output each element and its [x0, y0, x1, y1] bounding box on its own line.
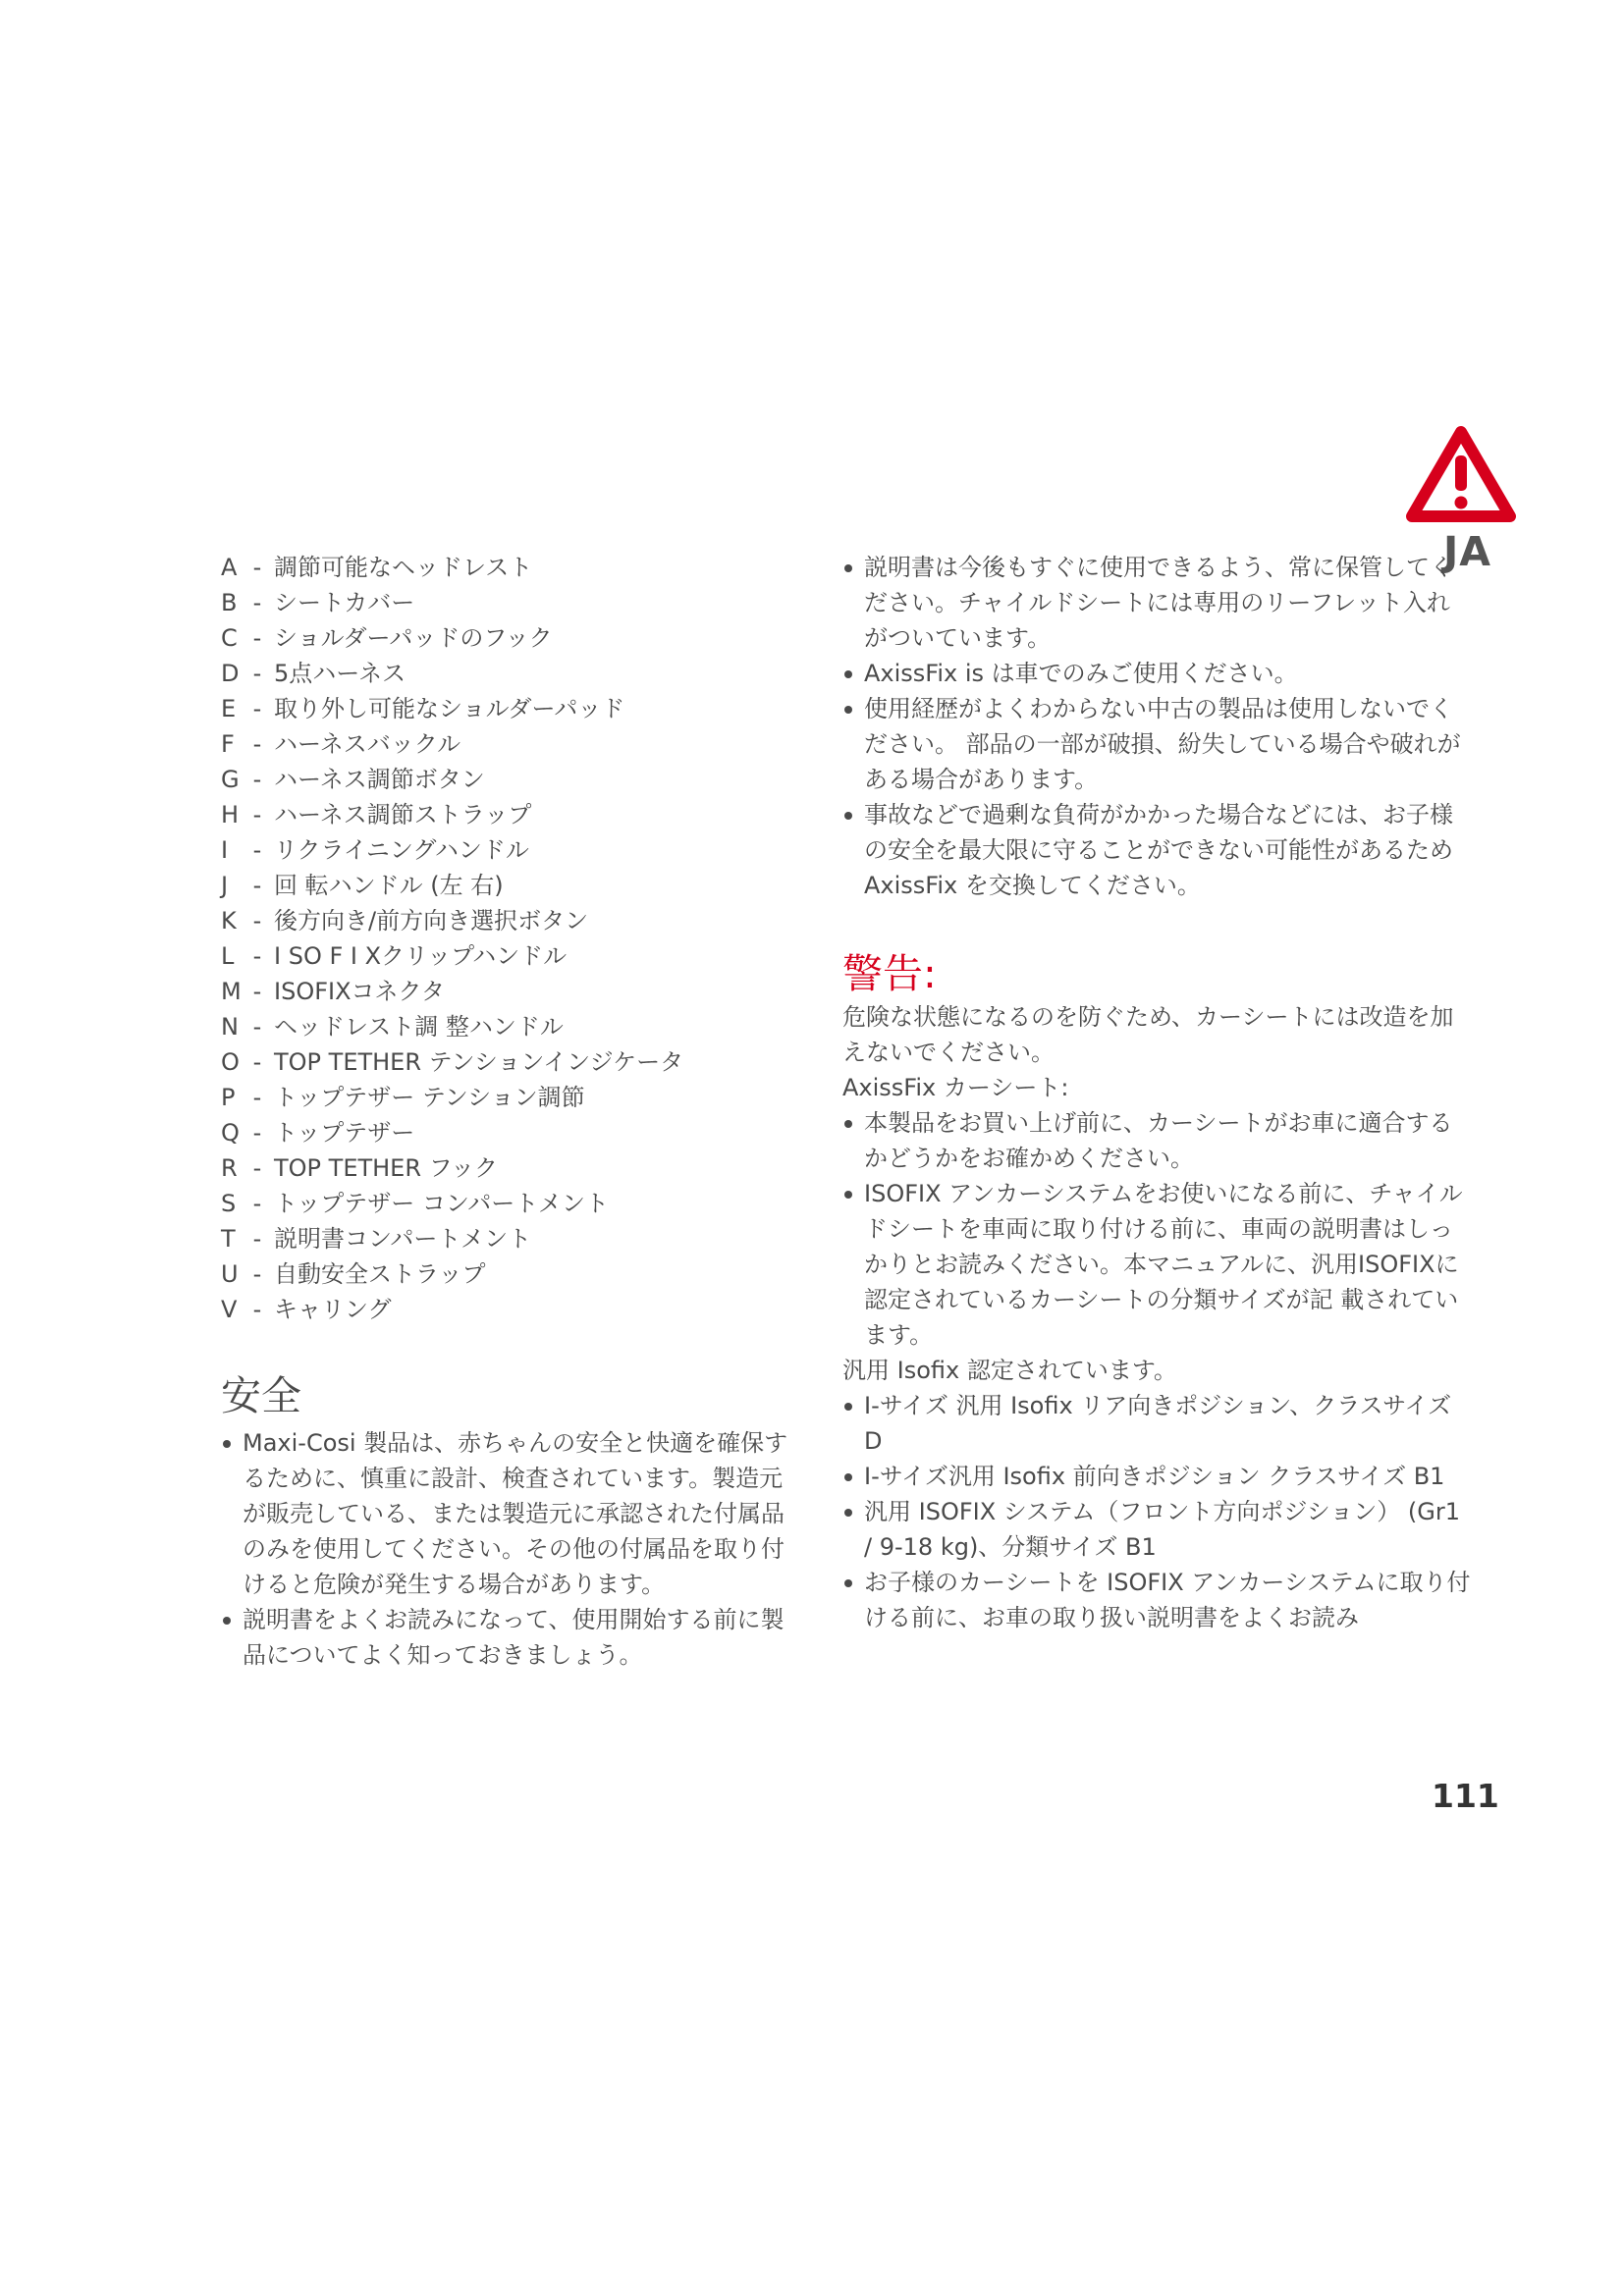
part-item — [221, 974, 800, 1009]
part-label: トップテザー テンション調節 — [274, 1084, 585, 1111]
part-item — [221, 1150, 800, 1186]
part-label: TOP TETHER テンションインジケータ — [274, 1048, 684, 1076]
part-label: ヘッドレスト調 整ハンドル — [274, 1013, 564, 1041]
part-letter: C — [221, 624, 238, 652]
part-item — [221, 797, 800, 832]
warning-heading: 警告: — [842, 950, 937, 997]
part-letter: R — [221, 1154, 238, 1182]
part-item — [221, 903, 800, 938]
part-letter: H — [221, 801, 240, 828]
part-label: 自動安全ストラップ — [274, 1260, 486, 1288]
warning-bullet-list — [842, 1105, 1471, 1353]
part-letter: L — [221, 942, 235, 970]
part-separator: - — [252, 730, 262, 758]
safety-bullet: Maxi-Cosi 製品は、赤ちゃんの安全と快適を確保するために、慎重に設計、検査されています。製造元が販売している、または製造元に承認された付属品のみを使用してください。その他の付属品を取り付けると危険が発生する場合があります。 — [221, 1425, 800, 1602]
part-separator: - — [252, 801, 262, 828]
part-separator: - — [252, 554, 262, 581]
part-separator: - — [252, 695, 262, 722]
part-item — [221, 1221, 800, 1256]
warning-bullet: 本製品をお買い上げ前に、カーシートがお車に適合するかどうかをお確かめください。 — [842, 1105, 1471, 1176]
approval-bullet: I-サイズ 汎用 Isofix リア向きポジション、クラスサイズ D — [842, 1388, 1471, 1459]
warning-bullet: ISOFIX アンカーシステムをお使いになる前に、チャイルドシートを車両に取り付ける前に、車両の説明書はしっかりとお読みください。本マニュアルに、汎用ISOFIXに認定されているカーシートの分類サイズが記 載されています。 — [842, 1176, 1471, 1353]
part-separator: - — [252, 1048, 262, 1076]
part-label: 回 転ハンドル (左 右) — [274, 872, 504, 899]
care-bullet: 使用経歴がよくわからない中古の製品は使用しないでください。 部品の一部が破損、紛失している場合や破れがある場合があります。 — [842, 691, 1471, 797]
part-item — [221, 938, 800, 974]
part-separator: - — [252, 766, 262, 793]
part-separator: - — [252, 907, 262, 934]
safety-bullet-list — [221, 1425, 800, 1673]
warning-intro: 危険な状態になるのを防ぐため、カーシートには改造を加えないでください。 — [842, 1003, 1454, 1066]
part-label: ハーネスバックル — [274, 730, 461, 758]
part-separator: - — [252, 1260, 262, 1288]
part-letter: J — [221, 872, 229, 899]
right-column — [842, 550, 1471, 1635]
part-label: トップテザー コンパートメント — [274, 1190, 609, 1217]
part-item — [221, 550, 800, 585]
approval-line: 汎用 Isofix 認定されています。 — [842, 1357, 1177, 1384]
part-letter: Q — [221, 1119, 240, 1147]
approval-bullet-list — [842, 1388, 1471, 1635]
part-label: シートカバー — [274, 589, 415, 616]
left-column — [221, 550, 800, 1673]
care-bullet: AxissFix is は車でのみご使用ください。 — [842, 656, 1471, 691]
part-letter: D — [221, 660, 240, 687]
part-separator: - — [252, 1084, 262, 1111]
part-item — [221, 1115, 800, 1150]
part-label: ショルダーパッドのフック — [274, 624, 553, 652]
part-separator: - — [252, 872, 262, 899]
part-letter: G — [221, 766, 240, 793]
part-letter: F — [221, 730, 235, 758]
parts-list — [221, 550, 800, 1327]
part-separator: - — [252, 1225, 262, 1253]
part-letter: S — [221, 1190, 237, 1217]
part-letter: T — [221, 1225, 236, 1253]
approval-bullet: 汎用 ISOFIX システム（フロント方向ポジション） (Gr1 / 9-18 kg)、分類サイズ B1 — [842, 1494, 1471, 1565]
part-separator: - — [252, 1190, 262, 1217]
part-item — [221, 1009, 800, 1044]
part-item — [221, 585, 800, 620]
part-label: ハーネス調節ボタン — [274, 766, 485, 793]
part-item — [221, 1186, 800, 1221]
safety-bullet: 説明書をよくお読みになって、使用開始する前に製品についてよく知っておきましょう。 — [221, 1602, 800, 1673]
part-label: ハーネス調節ストラップ — [274, 801, 532, 828]
part-label: 5点ハーネス — [274, 660, 406, 687]
part-separator: - — [252, 624, 262, 652]
part-separator: - — [252, 1119, 262, 1147]
part-item — [221, 1256, 800, 1292]
part-label: 説明書コンパートメント — [274, 1225, 532, 1253]
part-label: 取り外し可能なショルダーパッド — [274, 695, 625, 722]
part-item — [221, 1044, 800, 1080]
approval-bullet: I-サイズ汎用 Isofix 前向きポジション クラスサイズ B1 — [842, 1459, 1471, 1494]
part-label: 調節可能なヘッドレスト — [274, 554, 533, 581]
part-item — [221, 868, 800, 903]
part-separator: - — [252, 1154, 262, 1182]
care-bullet-list — [842, 550, 1471, 903]
warning-triangle-icon — [1404, 424, 1518, 526]
part-label: 後方向き/前方向き選択ボタン — [274, 907, 589, 934]
care-bullet: 事故などで過剰な負荷がかかった場合などには、お子様の安全を最大限に守ることができない可能性があるため AxissFix を交換してください。 — [842, 797, 1471, 903]
part-letter: E — [221, 695, 237, 722]
part-item — [221, 1080, 800, 1115]
part-letter: U — [221, 1260, 239, 1288]
part-letter: N — [221, 1013, 239, 1041]
part-item — [221, 691, 800, 726]
part-letter: V — [221, 1296, 238, 1323]
part-label: I SO F I Xクリップハンドル — [274, 942, 568, 970]
part-item — [221, 656, 800, 691]
page-number: 111 — [1432, 1777, 1499, 1815]
language-tag: JA — [1443, 528, 1491, 575]
part-item — [221, 726, 800, 762]
part-separator: - — [252, 589, 262, 616]
part-item — [221, 762, 800, 797]
part-label: ISOFIXコネクタ — [274, 978, 446, 1005]
part-letter: K — [221, 907, 237, 934]
part-label: キャリング — [274, 1296, 392, 1323]
part-label: TOP TETHER フック — [274, 1154, 498, 1182]
safety-heading: 安全 — [221, 1372, 301, 1419]
part-letter: P — [221, 1084, 236, 1111]
part-separator: - — [252, 836, 262, 864]
part-letter: M — [221, 978, 242, 1005]
part-item — [221, 620, 800, 656]
approval-bullet: お子様のカーシートを ISOFIX アンカーシステムに取り付ける前に、お車の取り扱い説明書をよくお読み — [842, 1565, 1471, 1635]
part-separator: - — [252, 978, 262, 1005]
part-separator: - — [252, 942, 262, 970]
part-item — [221, 1292, 800, 1327]
care-bullet: 説明書は今後もすぐに使用できるよう、常に保管してください。チャイルドシートには専用のリーフレット入れがついています。 — [842, 550, 1471, 656]
part-separator: - — [252, 660, 262, 687]
part-letter: I — [221, 836, 229, 864]
part-label: リクライニングハンドル — [274, 836, 529, 864]
warning-subhead: AxissFix カーシート: — [842, 1074, 1069, 1101]
part-item — [221, 832, 800, 868]
part-letter: A — [221, 554, 238, 581]
part-separator: - — [252, 1013, 262, 1041]
part-label: トップテザー — [274, 1119, 415, 1147]
part-letter: O — [221, 1048, 240, 1076]
part-letter: B — [221, 589, 238, 616]
part-separator: - — [252, 1296, 262, 1323]
